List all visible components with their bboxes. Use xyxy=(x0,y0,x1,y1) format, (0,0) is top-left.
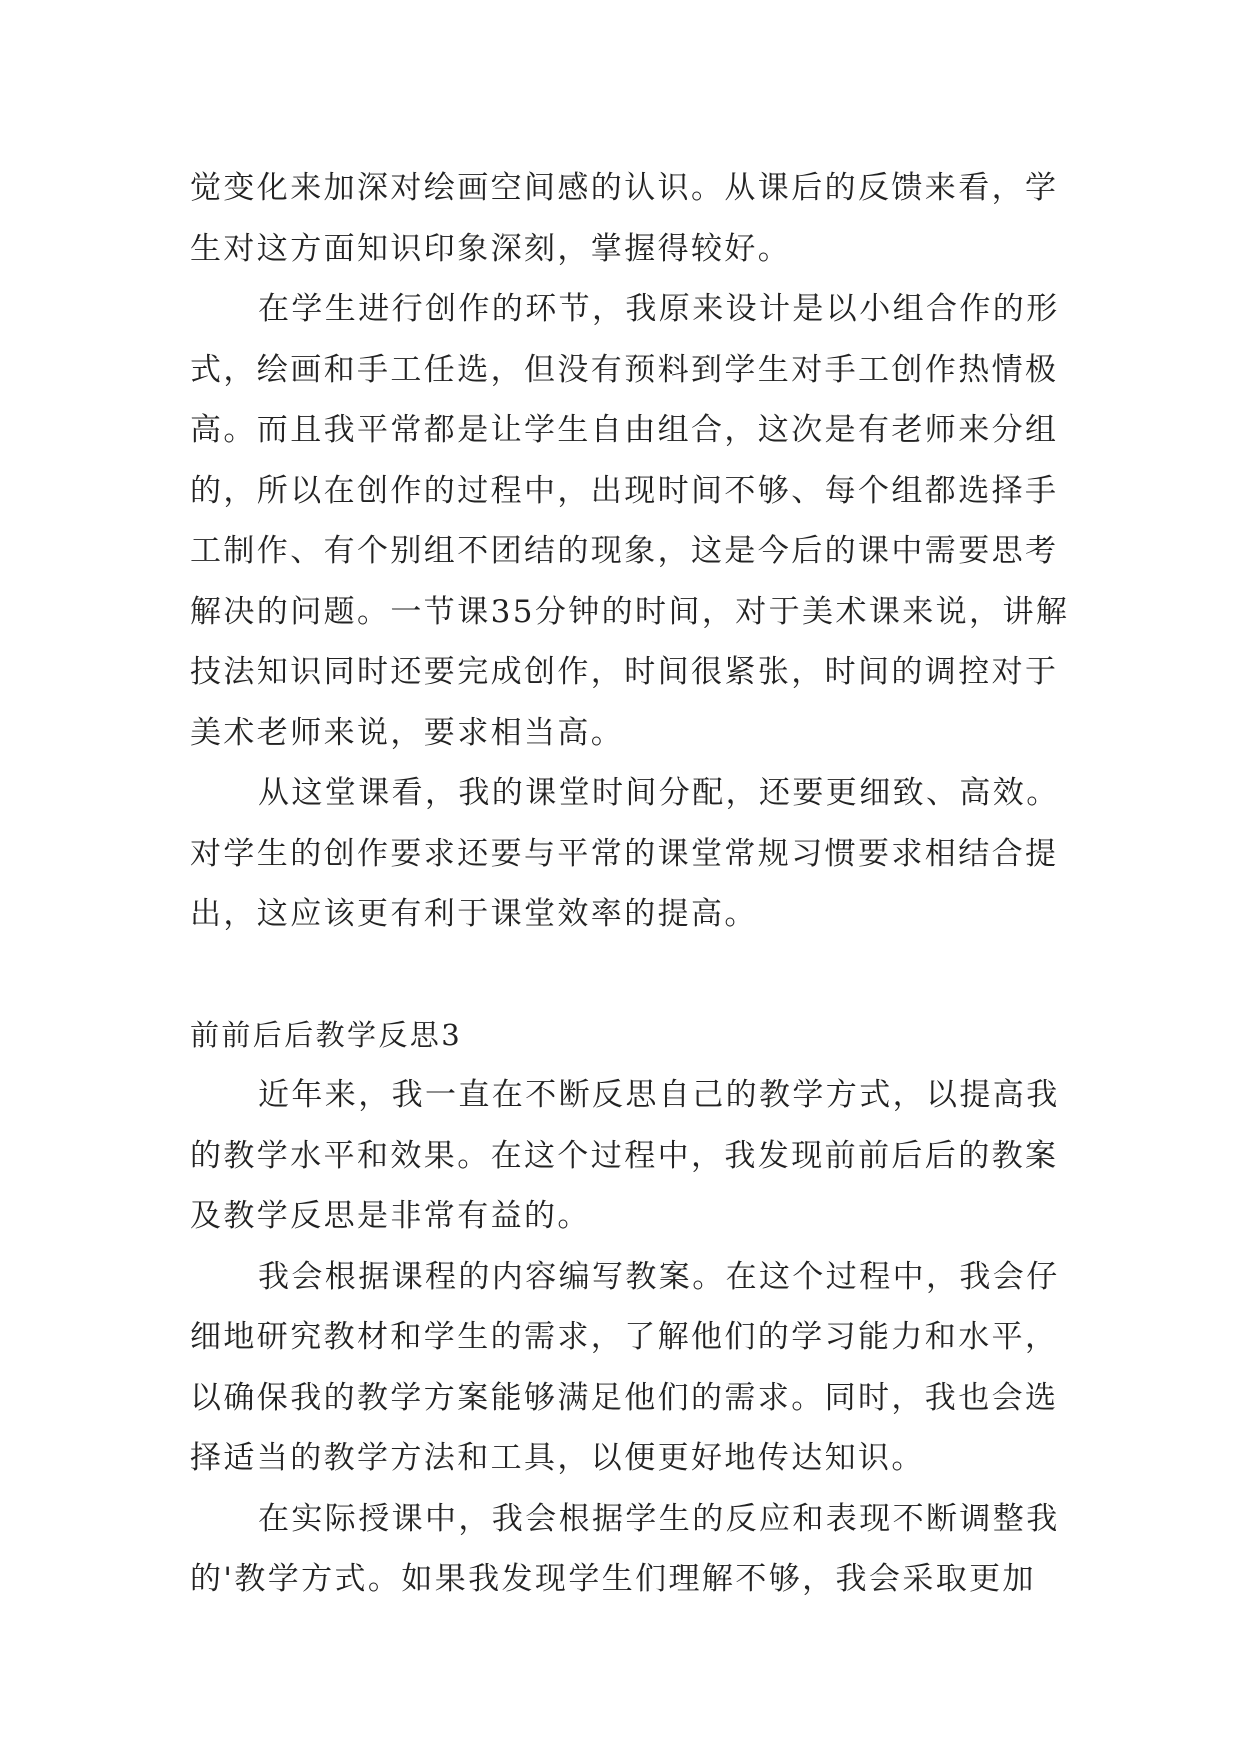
paragraph-2: 在学生进行创作的环节，我原来设计是以小组合作的形式，绘画和手工任选，但没有预料到学生对手工创作热情极高。而且我平常都是让学生自由组合，这次是有老师来分组的，所以在创作的过程中，出现时间不够、每个组都选择手工制作、有个别组不团结的现象，这是今后的课中需要思考解决的问题。一节课35分钟的时间，对于美术课来说，讲解技法知识同时还要完成创作，时间很紧张，时间的调控对于美术老师来说，要求相当高。 xyxy=(190,291,1070,751)
section-paragraph-1: 近年来，我一直在不断反思自己的教学方式，以提高我的教学水平和效果。在这个过程中，我发现前前后后的教案及教学反思是非常有益的。 xyxy=(190,1077,1060,1234)
section-paragraph-3: 在实际授课中，我会根据学生的反应和表现不断调整我的'教学方式。如果我发现学生们理解不够，我会采取更加 xyxy=(190,1500,1060,1597)
document-body xyxy=(190,158,1070,1610)
paragraph-3: 从这堂课看，我的课堂时间分配，还要更细致、高效。对学生的创作要求还要与平常的课堂常规习惯要求相结合提出，这应该更有利于课堂效率的提高。 xyxy=(190,775,1060,932)
section-paragraph-2: 我会根据课程的内容编写教案。在这个过程中，我会仔细地研究教材和学生的需求，了解他们的学习能力和水平，以确保我的教学方案能够满足他们的需求。同时，我也会选择适当的教学方法和工具，以便更好地传达知识。 xyxy=(190,1258,1060,1476)
paragraph-1: 觉变化来加深对绘画空间感的认识。从课后的反馈来看，学生对这方面知识印象深刻，掌握得较好。 xyxy=(190,170,1059,267)
section-title: 前前后后教学反思3 xyxy=(190,1017,463,1052)
